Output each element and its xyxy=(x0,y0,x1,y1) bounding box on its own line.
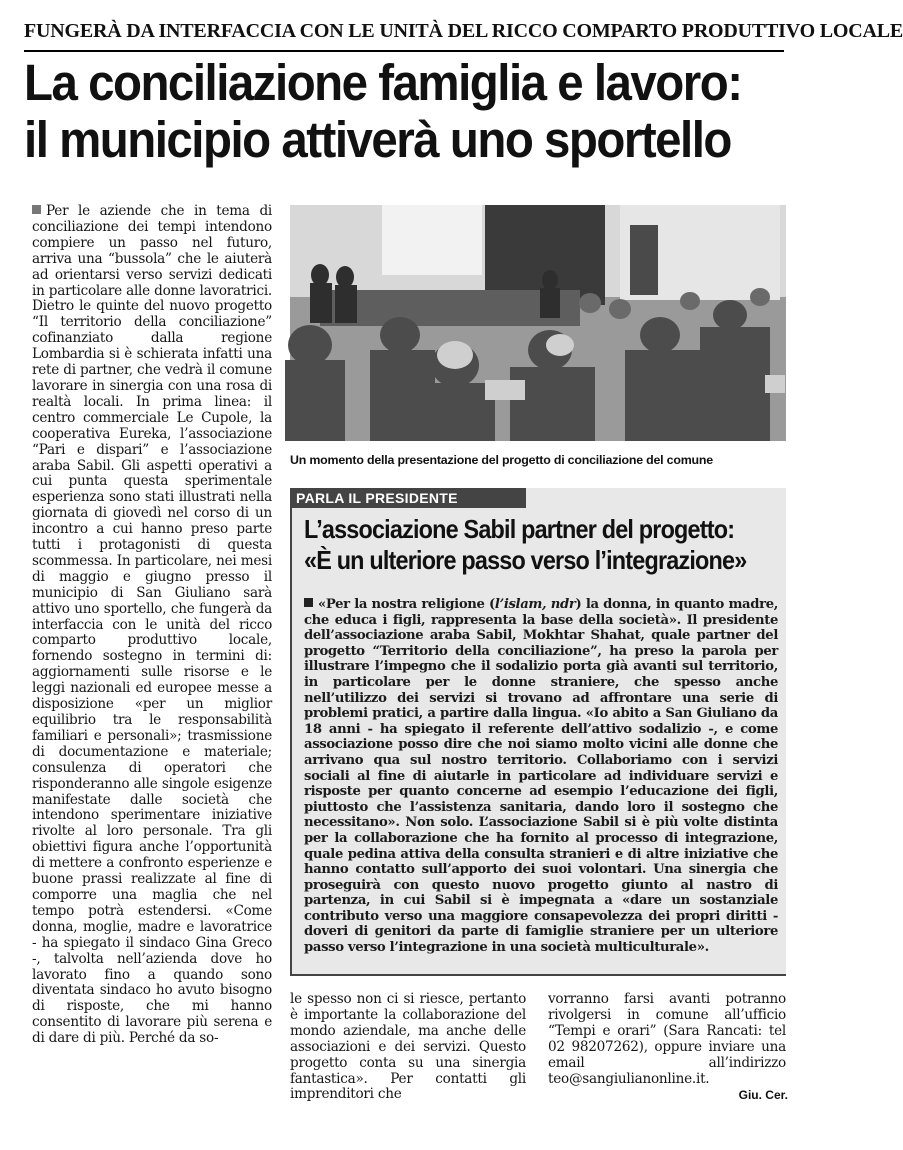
event-photo xyxy=(290,205,786,441)
sidebar-title-line-2: «È un ulteriore passo verso l’integrazione» xyxy=(304,545,747,575)
sidebar-title-line-1: L’associazione Sabil partner del progetto: xyxy=(304,514,735,544)
author-signature: Giu. Cer. xyxy=(738,1088,788,1102)
article-middle-column: le spesso non ci si riesce, pertanto è importante la collaborazione del mondo aziendale, ma anche delle associazioni e dei servizi. Questo progetto conta su una sinergia fantastica». Per contatti gli imprenditori che xyxy=(290,991,526,1103)
article-left-text: Per le aziende che in tema di conciliazione dei tempi intendono compiere un passo nel futuro, arriva una “bussola” che le aiuterà ad orientarsi verso servizi dedicati in particolare alle donne lavoratrici. Dietro le quinte del nuovo progetto “Il territorio della conciliazione” cofinanziato dalla regione Lombardia si è schierata infatti una rete di partner, che vedrà il comune lavorare in sinergia con una rosa di realtà locali. In prima linea: il centro commerciale Le Cupole, la cooperativa Eureka, l’associazione “Pari e dispari” e l’associazione araba Sabil. Gli aspetti operativi a cui punta questa sperimentale esperienza sono stati illustrati nella giornata di giovedì nel corso di un incontro a cui hanno preso parte tutti i protagonisti di questa scommessa. In particolare, nei mesi di maggio e giugno presso il municipio di San Giuliano sarà attivo uno sportello, che fungerà da interfaccia con le unità del ricco comparto produttivo locale, fornendo sostegno in termini di: aggiornamenti sulle risorse e le leggi nazionali ed europee messe a disposizione «per un miglior equilibrio tra le responsabilità familiari e personali»; trasmissione di documentazione e materiale; consulenza di operatori che risponderanno alle singole esigenze manifestate dalle società che intendono sperimentare iniziative rivolte al loro personale. Tra gli obiettivi figura anche l’opportunità di mettere a confronto esperienze e buone prassi realizzate al fine di comporre una maglia che nel tempo potrà estendersi. «Come donna, moglie, madre e lavoratrice - ha spiegato il sindaco Gina Greco -, talvolta nell’azienda dove ho lavorato fino a quando sono diventata sindaco ho avuto bisogno di risposte, che mi hanno consentito di lavorare più serena e di dare di più. Perché da so- xyxy=(32,203,272,1047)
headline-line-2: il municipio attiverà uno sportello xyxy=(24,111,731,168)
sidebar-title xyxy=(304,514,747,576)
headline xyxy=(24,54,742,168)
bullet-square-icon xyxy=(32,205,41,214)
sidebar-section-label: PARLA IL PRESIDENTE xyxy=(290,488,526,508)
kicker-divider xyxy=(24,50,784,52)
sidebar-text-rest: ) la donna, in quanto madre, che educa i figli, rappresenta la base della società». Il presidente dell’associazione araba Sabil, Mokhtar Shahat, quale partner del progetto “Territorio della conciliazione”, ha preso la parola per illustrare l’impegno che il sodalizio porta già avanti sul territorio, in particolare per le donne straniere, che spesso anche nell’utilizzo dei servizi si trovano ad affrontare una serie di problemi pratici, a partire dalla lingua. «Io abito a San Giuliano da 18 anni - ha spiegato il referente dell’attivo sodalizio -, e come associazione posso dire che noi siamo molto vicini alle donne che arrivano qua sul nostro territorio. Collaboriamo con i servizi sociali al fine di aiutarle in particolare ad individuare servizi e risposte per quanto concerne ad esempio l’educazione dei figli, piuttosto che l’assistenza sanitaria, dando loro il sostegno che necessitano». Non solo. L’associazione Sabil si è più volte distinta per la collaborazione che ha fornito al processo di integrazione, quale pedina attiva della consulta stranieri e di altre iniziative che hanno contatto sull’apporto dei suoi volontari. Una sinergia che proseguirà con questo nuovo progetto giunto al nastro di partenza, in cui Sabil si è impegnata a «dare un sostanziale contributo verso una maggiore consapevolezza dei propri diritti - doveri di genitori da parte di famiglie straniere per un ulteriore passo verso l’integrazione in una società multiculturale». xyxy=(304,597,778,956)
kicker-subheadline: FUNGERÀ DA INTERFACCIA CON LE UNITÀ DEL RICCO COMPARTO PRODUTTIVO LOCALE xyxy=(24,20,903,42)
sidebar-text-italic: l’islam, ndr xyxy=(494,597,576,612)
bullet-square-icon xyxy=(304,598,313,607)
headline-line-1: La conciliazione famiglia e lavoro: xyxy=(24,54,742,111)
article-left-column xyxy=(32,204,272,1114)
sidebar-text-start: «Per la nostra religione ( xyxy=(318,597,495,612)
article-right-column: vorranno farsi avanti potranno rivolgersi in comune all’ufficio “Tempi e orari” (Sara Rancati: tel 02 98207262), oppure inviare una email all’indirizzo teo@sangiulianonline.it. xyxy=(548,991,786,1087)
sidebar-body xyxy=(304,597,778,967)
photo-illustration xyxy=(290,205,786,441)
photo-caption: Un momento della presentazione del progetto di conciliazione del comune xyxy=(290,453,713,467)
